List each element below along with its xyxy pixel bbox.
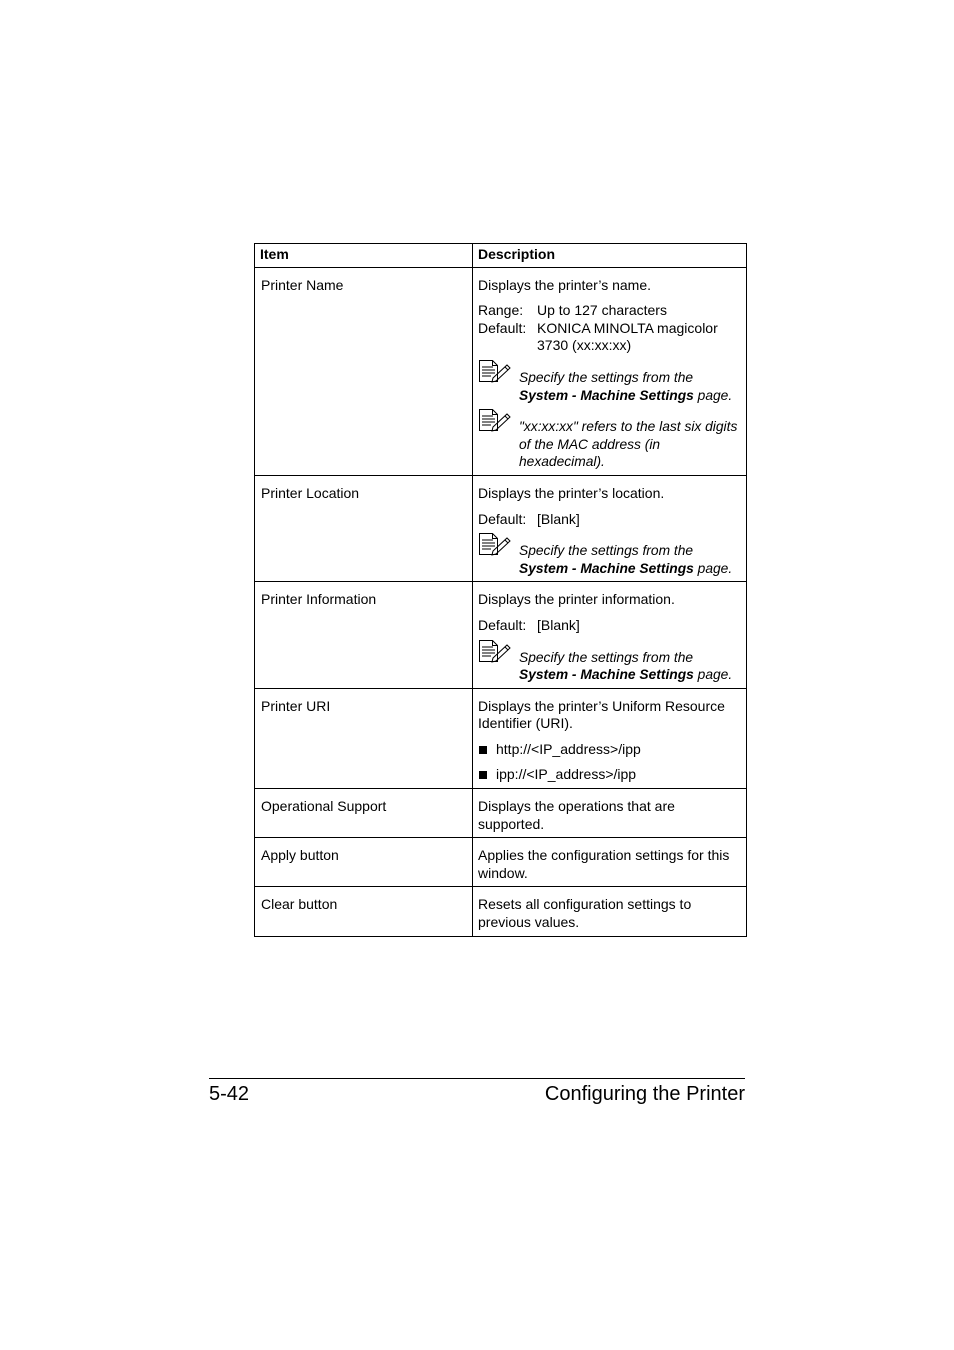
default-line <box>478 511 741 529</box>
section-title: Configuring the Printer <box>544 1083 745 1105</box>
header-item: Item <box>255 244 473 268</box>
note-text-end: page. <box>693 667 733 683</box>
row-item-operational-support: Operational Support <box>255 789 473 838</box>
row-desc-operational-support: Displays the operations that are supported. <box>473 789 747 838</box>
uri-http: http://<IP_address>/ipp <box>496 740 641 757</box>
range-line <box>478 302 741 320</box>
uri-ipp: ipp://<IP_address>/ipp <box>496 766 637 783</box>
row-item-printer-location: Printer Location <box>255 475 473 581</box>
footer-divider <box>209 1078 745 1079</box>
description-text: Displays the printer’s name. <box>478 276 652 293</box>
table-row <box>255 887 747 936</box>
row-item-clear-button: Clear button <box>255 887 473 936</box>
row-desc-printer-name <box>473 267 747 475</box>
note-text-end: page. <box>693 387 733 403</box>
default-label: Default: <box>478 616 527 633</box>
table-row <box>255 582 747 688</box>
row-desc-printer-information <box>473 582 747 688</box>
note-text-end: page. <box>693 560 733 576</box>
note-text: Specify the settings from the <box>519 369 694 385</box>
note-text: "xx:xx:xx" refers to the last six digits of the MAC address (in hexadecimal). <box>519 419 738 470</box>
row-item-printer-uri: Printer URI <box>255 688 473 788</box>
note-text: Specify the settings from the <box>519 649 694 665</box>
row-desc-clear-button: Resets all configuration settings to previous values. <box>473 887 747 936</box>
default-line <box>478 617 741 635</box>
default-value: [Blank] <box>537 616 580 633</box>
settings-table <box>254 243 747 937</box>
default-value: [Blank] <box>537 510 580 527</box>
table-header-row <box>255 244 747 268</box>
note-bold-text: System - Machine Settings <box>519 387 694 403</box>
row-item-printer-name: Printer Name <box>255 267 473 475</box>
header-description: Description <box>473 244 747 268</box>
note-bold-text: System - Machine Settings <box>519 667 694 683</box>
default-value-line2: 3730 (xx:xx:xx) <box>537 337 632 354</box>
description-text: Displays the printer’s Uniform Resource Identifier (URI). <box>478 697 725 732</box>
table-row <box>255 789 747 838</box>
note <box>478 369 741 404</box>
default-label: Default: <box>478 319 527 336</box>
row-item-apply-button: Apply button <box>255 838 473 887</box>
range-label: Range: <box>478 302 524 319</box>
table-row <box>255 838 747 887</box>
table-row <box>255 267 747 475</box>
list-item <box>478 766 741 784</box>
page-number: 5-42 <box>209 1083 250 1105</box>
square-bullet-icon <box>478 766 496 784</box>
list-item <box>478 741 741 759</box>
note-pencil-icon <box>478 639 519 684</box>
description-text: Displays the printer’s location. <box>478 484 665 501</box>
note-pencil-icon <box>478 532 519 577</box>
range-value: Up to 127 characters <box>537 302 667 319</box>
note <box>478 649 741 684</box>
row-desc-printer-location <box>473 475 747 581</box>
row-desc-apply-button: Applies the configuration settings for this window. <box>473 838 747 887</box>
note-bold-text: System - Machine Settings <box>519 560 694 576</box>
note <box>478 418 741 471</box>
note-pencil-icon <box>478 408 519 471</box>
row-desc-printer-uri <box>473 688 747 788</box>
default-line <box>478 320 741 355</box>
default-label: Default: <box>478 510 527 527</box>
note <box>478 542 741 577</box>
table-row <box>255 688 747 788</box>
square-bullet-icon <box>478 741 496 759</box>
description-text: Displays the printer information. <box>478 591 675 608</box>
note-text: Specify the settings from the <box>519 543 694 559</box>
default-value-line1: KONICA MINOLTA magicolor <box>537 319 718 336</box>
table-row <box>255 475 747 581</box>
row-item-printer-information: Printer Information <box>255 582 473 688</box>
note-pencil-icon <box>478 359 519 404</box>
